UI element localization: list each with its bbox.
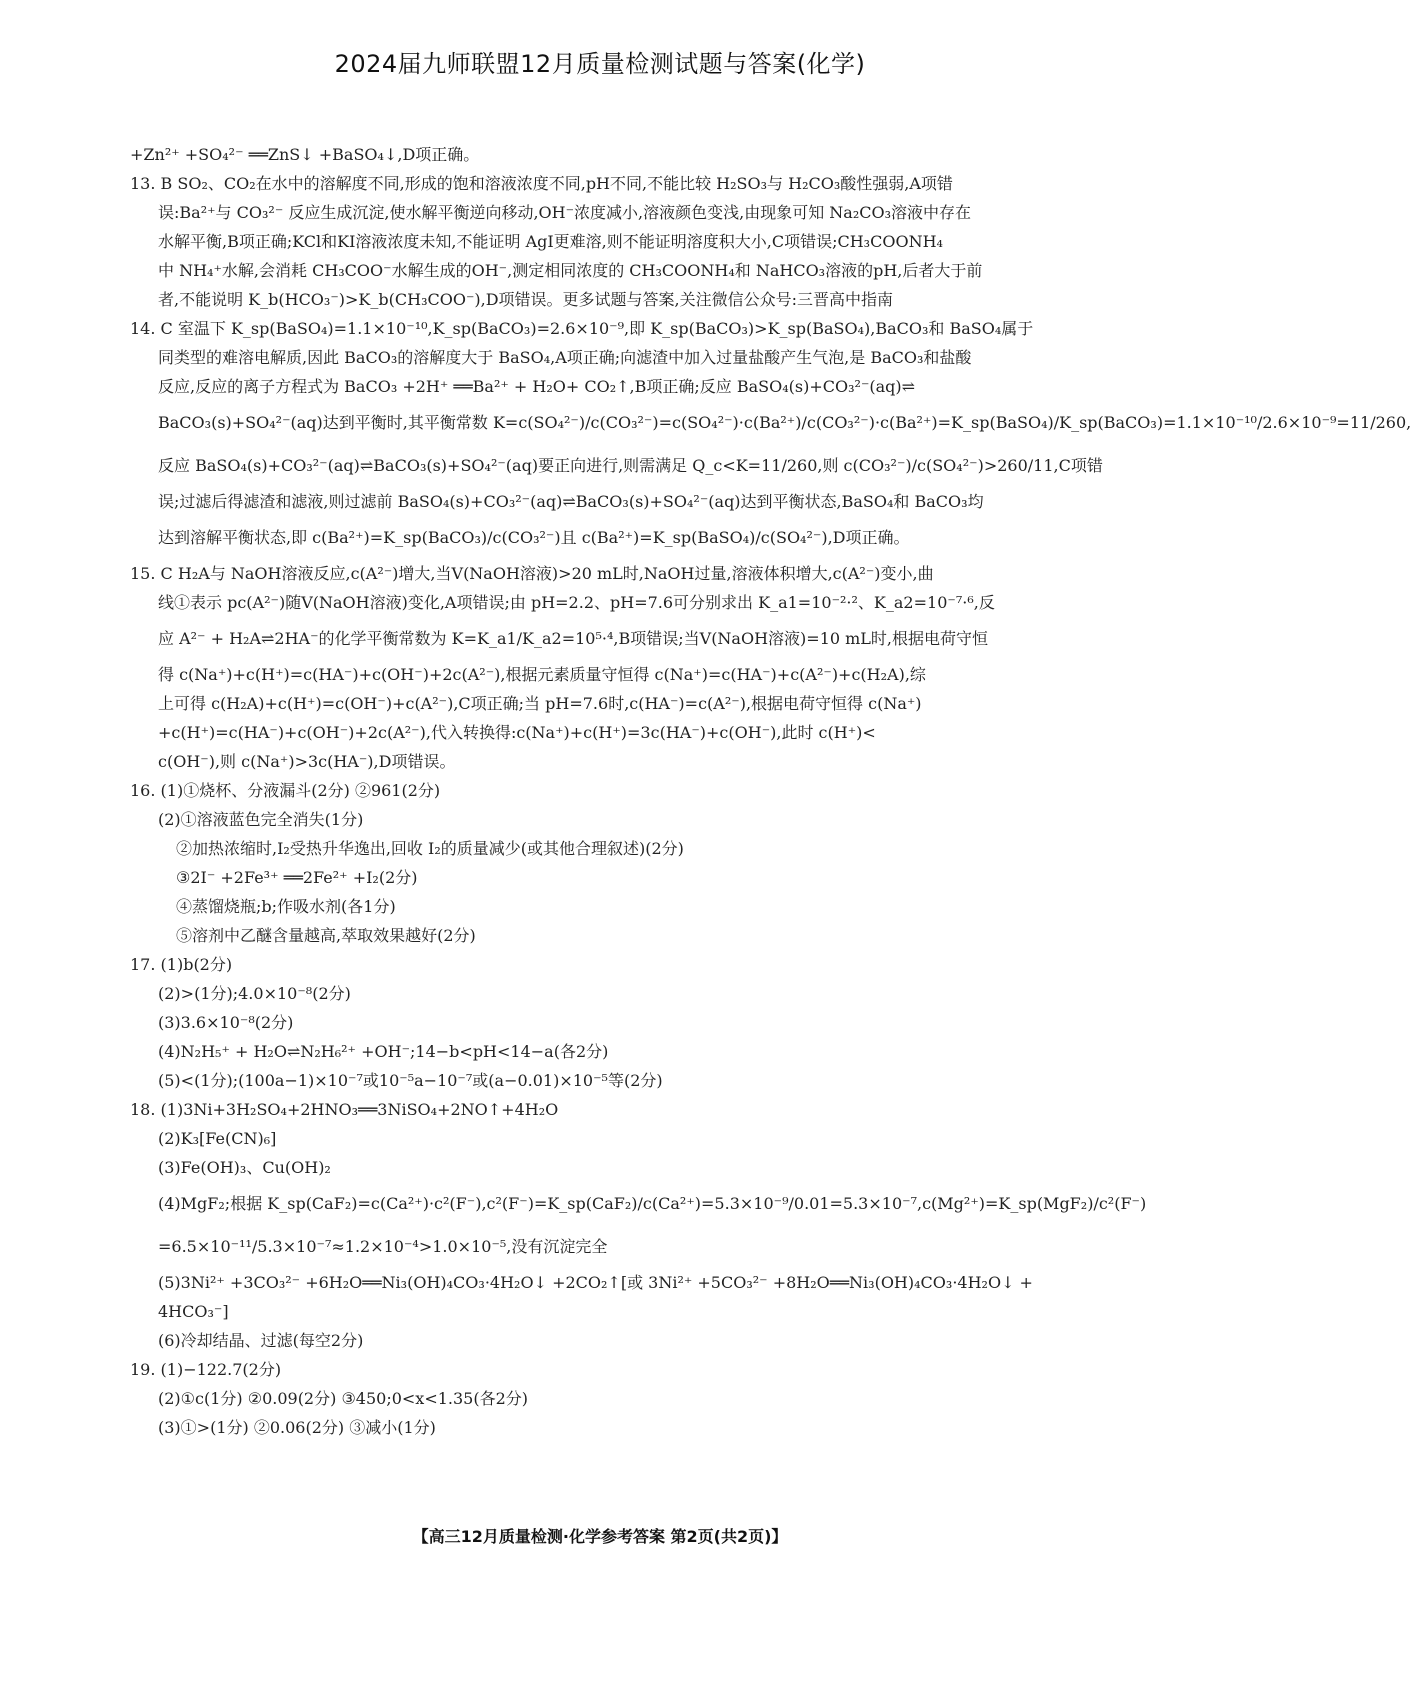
text-line: 误;过滤后得滤渣和滤液,则过滤前 BaSO₄(s)+CO₃²⁻(aq)⇌BaCO₃(s)+SO₄²⁻(aq)达到平衡状态,BaSO₄和 BaCO₃均 xyxy=(158,492,984,511)
text-line: +c(H⁺)=c(HA⁻)+c(OH⁻)+2c(A²⁻),代入转换得:c(Na⁺)+c(H⁺)=3c(HA⁻)+c(OH⁻),此时 c(H⁺)< xyxy=(158,723,876,742)
text-line: (2)①c(1分) ②0.09(2分) ③450;0<x<1.35(各2分) xyxy=(158,1389,529,1408)
text-line: ③2I⁻ +2Fe³⁺ ══2Fe²⁺ +I₂(2分) xyxy=(176,868,418,887)
text-line: ④蒸馏烧瓶;b;作吸水剂(各1分) xyxy=(176,897,396,916)
text-line: c(OH⁻),则 c(Na⁺)>3c(HA⁻),D项错误。 xyxy=(158,752,456,771)
text-line: 4HCO₃⁻] xyxy=(158,1302,229,1321)
text-line: (2)①溶液蓝色完全消失(1分) xyxy=(158,810,364,829)
text-line: 应 A²⁻ + H₂A⇌2HA⁻的化学平衡常数为 K=K_a1/K_a2=10⁵·⁴,B项错误;当V(NaOH溶液)=10 mL时,根据电荷守恒 xyxy=(158,629,989,648)
text-line: (6)冷却结晶、过滤(每空2分) xyxy=(158,1331,364,1350)
answer-content xyxy=(130,140,1411,1442)
text-line: (5)3Ni²⁺ +3CO₃²⁻ +6H₂O══Ni₃(OH)₄CO₃·4H₂O↓ +2CO₂↑[或 3Ni²⁺ +5CO₃²⁻ +8H₂O══Ni₃(OH)₄CO₃·4H₂O↓ + xyxy=(158,1273,1033,1292)
text-line: (4)MgF₂;根据 K_sp(CaF₂)=c(Ca²⁺)·c²(F⁻),c²(F⁻)=K_sp(CaF₂)/c(Ca²⁺)=5.3×10⁻⁹/0.01=5.3×10⁻⁷,c(Mg²⁺)=K_sp(MgF₂)/c²(F⁻) xyxy=(158,1194,1147,1213)
text-line: (2)>(1分);4.0×10⁻⁸(2分) xyxy=(158,984,351,1003)
text-line: 上可得 c(H₂A)+c(H⁺)=c(OH⁻)+c(A²⁻),C项正确;当 pH=7.6时,c(HA⁻)=c(A²⁻),根据电荷守恒得 c(Na⁺) xyxy=(158,694,922,713)
text-line: 得 c(Na⁺)+c(H⁺)=c(HA⁻)+c(OH⁻)+2c(A²⁻),根据元素质量守恒得 c(Na⁺)=c(HA⁻)+c(A²⁻)+c(H₂A),综 xyxy=(158,665,926,684)
text-line: (5)<(1分);(100a−1)×10⁻⁷或10⁻⁵a−10⁻⁷或(a−0.01)×10⁻⁵等(2分) xyxy=(158,1071,663,1090)
text-line: BaCO₃(s)+SO₄²⁻(aq)达到平衡时,其平衡常数 K=c(SO₄²⁻)/c(CO₃²⁻)=c(SO₄²⁻)·c(Ba²⁺)/c(CO₃²⁻)·c(Ba²⁺)=K_sp(BaSO₄)/K_sp(BaCO₃)=1.1×10⁻¹⁰/2.6×10⁻⁹=11/260, xyxy=(158,413,1411,432)
page-footer: 【高三12月质量检测·化学参考答案 第2页(共2页)】 xyxy=(412,1527,788,1546)
text-line: 中 NH₄⁺水解,会消耗 CH₃COO⁻水解生成的OH⁻,测定相同浓度的 CH₃COONH₄和 NaHCO₃溶液的pH,后者大于前 xyxy=(158,261,983,280)
text-line: (3)3.6×10⁻⁸(2分) xyxy=(158,1013,294,1032)
text-line: 19. (1)−122.7(2分) xyxy=(130,1360,282,1379)
text-line: +Zn²⁺ +SO₄²⁻ ══ZnS↓ +BaSO₄↓,D项正确。 xyxy=(130,145,480,164)
text-line: 反应,反应的离子方程式为 BaCO₃ +2H⁺ ══Ba²⁺ + H₂O+ CO₂↑,B项正确;反应 BaSO₄(s)+CO₃²⁻(aq)⇌ xyxy=(158,377,916,396)
text-line: 者,不能说明 K_b(HCO₃⁻)>K_b(CH₃COO⁻),D项错误。更多试题与答案,关注微信公众号:三晋高中指南 xyxy=(158,290,894,309)
text-line: (4)N₂H₅⁺ + H₂O⇌N₂H₆²⁺ +OH⁻;14−b<pH<14−a(各2分) xyxy=(158,1042,609,1061)
text-line: 18. (1)3Ni+3H₂SO₄+2HNO₃══3NiSO₄+2NO↑+4H₂O xyxy=(130,1100,559,1119)
text-line: 同类型的难溶电解质,因此 BaCO₃的溶解度大于 BaSO₄,A项正确;向滤渣中加入过量盐酸产生气泡,是 BaCO₃和盐酸 xyxy=(158,348,972,367)
text-line: 达到溶解平衡状态,即 c(Ba²⁺)=K_sp(BaCO₃)/c(CO₃²⁻)且 c(Ba²⁺)=K_sp(BaSO₄)/c(SO₄²⁻),D项正确。 xyxy=(158,528,910,547)
text-line: =6.5×10⁻¹¹/5.3×10⁻⁷≈1.2×10⁻⁴>1.0×10⁻⁵,没有沉淀完全 xyxy=(158,1237,608,1256)
text-line: 误:Ba²⁺与 CO₃²⁻ 反应生成沉淀,使水解平衡逆向移动,OH⁻浓度减小,溶液颜色变浅,由现象可知 Na₂CO₃溶液中存在 xyxy=(158,203,972,222)
text-line: 线①表示 pc(A²⁻)随V(NaOH溶液)变化,A项错误;由 pH=2.2、pH=7.6可分别求出 K_a1=10⁻²·²、K_a2=10⁻⁷·⁶,反 xyxy=(158,593,995,612)
text-line: 15. C H₂A与 NaOH溶液反应,c(A²⁻)增大,当V(NaOH溶液)>20 mL时,NaOH过量,溶液体积增大,c(A²⁻)变小,曲 xyxy=(130,564,934,583)
text-line: ⑤溶剂中乙醚含量越高,萃取效果越好(2分) xyxy=(176,926,476,945)
text-line: (3)Fe(OH)₃、Cu(OH)₂ xyxy=(158,1158,331,1177)
text-line: 13. B SO₂、CO₂在水中的溶解度不同,形成的饱和溶液浓度不同,pH不同,不能比较 H₂SO₃与 H₂CO₃酸性强弱,A项错 xyxy=(130,174,953,193)
text-line: 反应 BaSO₄(s)+CO₃²⁻(aq)⇌BaCO₃(s)+SO₄²⁻(aq)要正向进行,则需满足 Q_c<K=11/260,则 c(CO₃²⁻)/c(SO₄²⁻)>260/11,C项错 xyxy=(158,456,1103,475)
text-line: ②加热浓缩时,I₂受热升华逸出,回收 I₂的质量减少(或其他合理叙述)(2分) xyxy=(176,839,684,858)
text-line: 14. C 室温下 K_sp(BaSO₄)=1.1×10⁻¹⁰,K_sp(BaCO₃)=2.6×10⁻⁹,即 K_sp(BaCO₃)>K_sp(BaSO₄),BaCO₃和 BaSO₄属于 xyxy=(130,319,1034,338)
text-line: (3)①>(1分) ②0.06(2分) ③减小(1分) xyxy=(158,1418,436,1437)
document-title: 2024届九师联盟12月质量检测试题与答案(化学) xyxy=(334,50,866,78)
text-line: 16. (1)①烧杯、分液漏斗(2分) ②961(2分) xyxy=(130,781,441,800)
text-line: 17. (1)b(2分) xyxy=(130,955,233,974)
text-line: (2)K₃[Fe(CN)₆] xyxy=(158,1129,277,1148)
text-line: 水解平衡,B项正确;KCl和KI溶液浓度未知,不能证明 AgI更难溶,则不能证明溶度积大小,C项错误;CH₃COONH₄ xyxy=(158,232,943,251)
